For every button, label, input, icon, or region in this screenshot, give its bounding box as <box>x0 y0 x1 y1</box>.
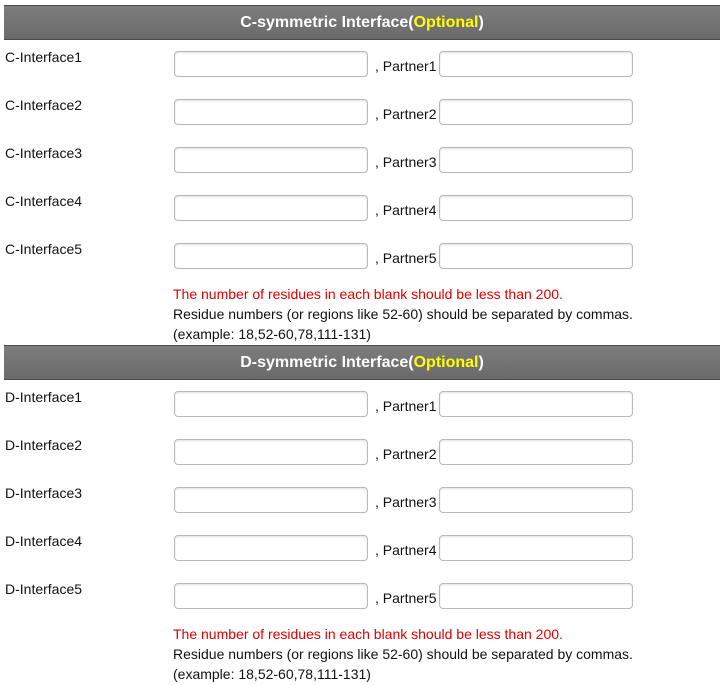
c-partner-3-input[interactable] <box>439 147 633 173</box>
c-symmetric-header <box>4 5 720 40</box>
partner-label: , Partner5 <box>375 250 437 266</box>
c-interface-label: C-Interface4 <box>5 193 83 209</box>
d-interface-label: D-Interface5 <box>5 581 83 597</box>
d-header-close: ) <box>478 353 484 371</box>
d-section-notes <box>4 620 720 684</box>
residue-example-note: (example: 18,52-60,78,111-131) <box>173 666 371 682</box>
d-header-optional: Optional <box>413 353 479 371</box>
d-interface-label: D-Interface2 <box>5 437 83 453</box>
partner-label: , Partner4 <box>375 542 437 558</box>
c-interface-label: C-Interface5 <box>5 241 83 257</box>
c-interface-label: C-Interface3 <box>5 145 83 161</box>
c-interface-row-5 <box>4 232 720 280</box>
c-symmetric-section <box>4 5 720 344</box>
c-partner-4-input[interactable] <box>439 195 633 221</box>
d-interface-2-input[interactable] <box>174 439 368 465</box>
d-interface-3-input[interactable] <box>174 487 368 513</box>
d-partner-3-input[interactable] <box>439 487 633 513</box>
partner-label: , Partner1 <box>375 398 437 414</box>
d-interface-5-input[interactable] <box>174 583 368 609</box>
c-interface-label: C-Interface2 <box>5 97 83 113</box>
residue-limit-warning: The number of residues in each blank should be less than 200. <box>173 626 563 642</box>
d-interface-1-input[interactable] <box>174 391 368 417</box>
c-partner-2-input[interactable] <box>439 99 633 125</box>
c-partner-5-input[interactable] <box>439 243 633 269</box>
d-symmetric-header <box>4 345 720 380</box>
d-interface-row-3 <box>4 476 720 524</box>
c-interface-3-input[interactable] <box>174 147 368 173</box>
d-interface-label: D-Interface1 <box>5 389 83 405</box>
d-symmetric-section <box>4 345 720 684</box>
c-section-notes <box>4 280 720 344</box>
partner-label: , Partner3 <box>375 494 437 510</box>
c-interface-2-input[interactable] <box>174 99 368 125</box>
c-interface-5-input[interactable] <box>174 243 368 269</box>
d-interface-label: D-Interface4 <box>5 533 83 549</box>
c-interface-4-input[interactable] <box>174 195 368 221</box>
c-header-optional: Optional <box>413 13 479 31</box>
partner-label: , Partner4 <box>375 202 437 218</box>
d-partner-1-input[interactable] <box>439 391 633 417</box>
c-interface-row-2 <box>4 88 720 136</box>
residue-example-note: (example: 18,52-60,78,111-131) <box>173 326 371 342</box>
c-header-close: ) <box>478 13 484 31</box>
c-header-title: C-symmetric Interface( <box>240 13 414 31</box>
partner-label: , Partner3 <box>375 154 437 170</box>
d-partner-2-input[interactable] <box>439 439 633 465</box>
c-interface-label: C-Interface1 <box>5 49 83 65</box>
d-partner-5-input[interactable] <box>439 583 633 609</box>
d-interface-row-2 <box>4 428 720 476</box>
partner-label: , Partner1 <box>375 58 437 74</box>
partner-label: , Partner2 <box>375 106 437 122</box>
d-interface-row-4 <box>4 524 720 572</box>
c-interface-row-4 <box>4 184 720 232</box>
residue-format-note: Residue numbers (or regions like 52-60) should be separated by commas. <box>173 306 633 322</box>
c-partner-1-input[interactable] <box>439 51 633 77</box>
residue-limit-warning: The number of residues in each blank should be less than 200. <box>173 286 563 302</box>
residue-format-note: Residue numbers (or regions like 52-60) should be separated by commas. <box>173 646 633 662</box>
partner-label: , Partner2 <box>375 446 437 462</box>
d-interface-row-1 <box>4 380 720 428</box>
d-interface-label: D-Interface3 <box>5 485 83 501</box>
c-interface-row-3 <box>4 136 720 184</box>
partner-label: , Partner5 <box>375 590 437 606</box>
d-partner-4-input[interactable] <box>439 535 633 561</box>
d-interface-4-input[interactable] <box>174 535 368 561</box>
c-interface-1-input[interactable] <box>174 51 368 77</box>
d-interface-row-5 <box>4 572 720 620</box>
d-header-title: D-symmetric Interface( <box>240 353 414 371</box>
c-interface-row-1 <box>4 40 720 88</box>
